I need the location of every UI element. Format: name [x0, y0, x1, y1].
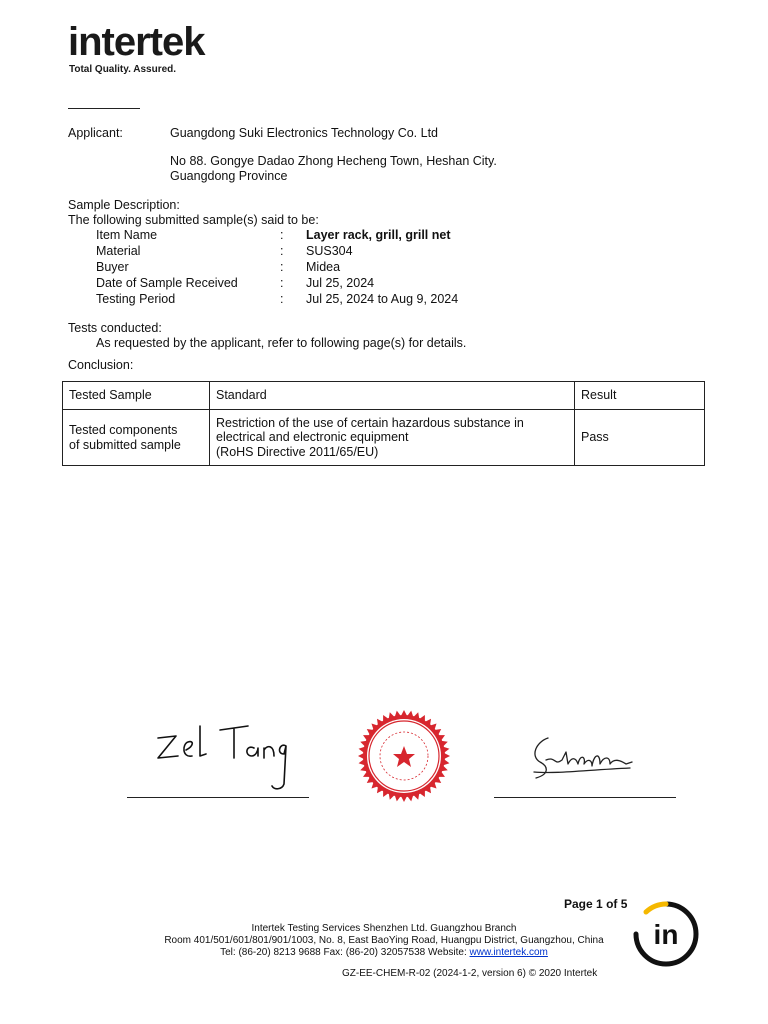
header-divider [68, 108, 140, 109]
table-header-cell: Standard [210, 382, 575, 410]
applicant-address-line2: Guangdong Province [170, 169, 288, 183]
intertek-in-logo-icon [632, 900, 700, 968]
applicant-label: Applicant: [68, 126, 123, 140]
sample-row-value: SUS304 [306, 244, 353, 258]
footer-website-link[interactable]: www.intertek.com [469, 947, 548, 958]
table-header-cell: Tested Sample [63, 382, 210, 410]
page-number: 1 [596, 897, 603, 911]
table-header-cell: Result [575, 382, 705, 410]
standard-cell [210, 410, 575, 466]
tests-text: As requested by the applicant, refer to following page(s) for details. [96, 336, 467, 350]
sample-row-buyer [96, 260, 656, 276]
sample-row-material [96, 244, 656, 260]
footer-contact-text: Tel: (86-20) 8213 9688 Fax: (86-20) 32057538 Website: [220, 947, 470, 958]
signature-left [150, 716, 290, 796]
sample-row-item-name [96, 228, 656, 244]
tested-sample-line: of submitted sample [69, 437, 181, 452]
sample-row-value: Jul 25, 2024 [306, 276, 375, 290]
brand-tagline: Total Quality. Assured. [69, 64, 177, 75]
sample-row-sep: : [280, 228, 284, 242]
page-of: of [606, 897, 618, 911]
sample-row-value: Layer rack, grill, grill net [306, 228, 451, 242]
sample-heading: Sample Description: [68, 198, 180, 212]
signature-line-left [127, 797, 309, 798]
company-seal-icon [356, 708, 452, 804]
table-row [63, 410, 705, 466]
result-cell: Pass [575, 410, 705, 466]
sample-row-sep: : [280, 292, 284, 306]
tested-sample-line: Tested components [69, 423, 178, 438]
standard-line: Restriction of the use of certain hazardous substance in [216, 415, 524, 430]
standard-line: electrical and electronic equipment [216, 430, 409, 445]
conclusion-heading: Conclusion: [68, 358, 134, 372]
signature-line-right [494, 797, 676, 798]
sample-row-sep: : [280, 276, 284, 290]
sample-row-key: Testing Period [96, 292, 176, 306]
sample-row-key: Date of Sample Received [96, 276, 238, 290]
sample-row-date-received [96, 276, 656, 292]
footer-address: Room 401/501/601/801/901/1003, No. 8, East BaoYing Road, Huangpu District, Guangzhou, China [164, 935, 604, 946]
logo-mark-text: in [653, 919, 679, 950]
page-total: 5 [620, 897, 628, 911]
brand-logo: intertek [68, 20, 205, 64]
conclusion-table [62, 381, 705, 466]
applicant-address-line1: No 88. Gongye Dadao Zhong Hecheng Town, Heshan City. [170, 154, 497, 168]
sample-row-key: Material [96, 244, 141, 258]
sample-row-testing-period [96, 292, 656, 308]
tested-sample-cell [63, 410, 210, 466]
sample-row-key: Item Name [96, 228, 158, 242]
footer-doc-code: GZ-EE-CHEM-R-02 (2024-1-2, version 6) © 2020 Intertek [342, 968, 598, 979]
page-word: Page [564, 897, 593, 911]
signature-right [526, 730, 638, 786]
sample-intro: The following submitted sample(s) said to be: [68, 213, 319, 227]
page-indicator [564, 897, 627, 911]
sample-row-value: Jul 25, 2024 to Aug 9, 2024 [306, 292, 459, 306]
sample-row-sep: : [280, 244, 284, 258]
applicant-name: Guangdong Suki Electronics Technology Co. Ltd [170, 126, 438, 140]
sample-row-sep: : [280, 260, 284, 274]
sample-row-key: Buyer [96, 260, 129, 274]
sample-row-value: Midea [306, 260, 341, 274]
standard-line: (RoHS Directive 2011/65/EU) [216, 444, 379, 459]
tests-heading: Tests conducted: [68, 321, 162, 335]
footer-company: Intertek Testing Services Shenzhen Ltd. Guangzhou Branch [251, 923, 517, 934]
table-header-row [63, 382, 705, 410]
